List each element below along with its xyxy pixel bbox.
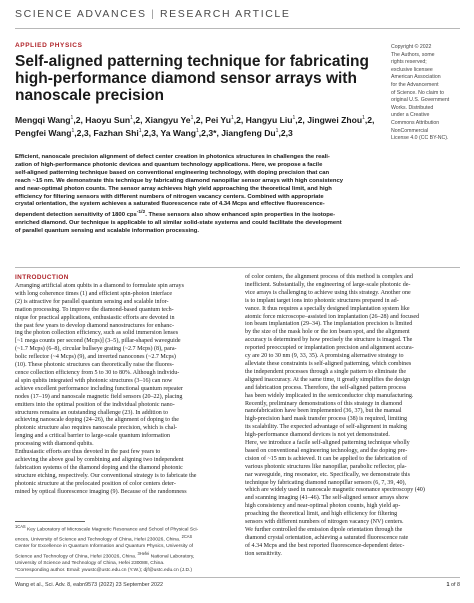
body-text-line: the past few years to develop diamond nanostructures for enhanc- xyxy=(15,322,175,329)
body-text-line: various photonic structures like nanopillar, parabolic reflector, pla- xyxy=(245,463,407,470)
body-text-line: and fabrication process. Therefore, the self-aligned pattern process xyxy=(245,384,407,391)
body-text-line: aligned inaccuracy. At the same time, it greatly simplifies the design xyxy=(245,376,411,383)
body-text-line: cision of ~15 nm is achieved. It can be applied to the fabrication of xyxy=(245,455,408,462)
body-text-line: ion beam implantation (29–34). The implantation precision is limited xyxy=(245,321,413,328)
body-text-line: bolic reflector (~4 Mcps) (9), and inverted nanocones (~2.7 Mcps) xyxy=(15,354,176,361)
body-text-line: tion sensitivity. xyxy=(245,550,282,557)
body-text-line: high-precision hard mask transfer process (38) is required, limiting xyxy=(245,416,408,423)
copyright-line: rights reserved; xyxy=(391,59,427,66)
body-text-line: lenging and a critical barrier to large-scale quantum information xyxy=(15,433,171,440)
footnote-line: Science and Technology of China, Hefei 230026, China. $^{3Hefei}$ National Laboratory, xyxy=(15,551,195,560)
footer-rule xyxy=(15,577,460,578)
body-text-line: structures remains an outstanding challenge (23). In addition to xyxy=(15,409,168,416)
journal-header xyxy=(15,8,290,20)
body-text-line: photonic structure at the prelocated position of color centers deter- xyxy=(15,480,176,487)
footnote-line: Center for Excellence in Quantum Information and Quantum Physics, University of xyxy=(15,544,194,550)
author-line: Pengfei Wang$^1$,2,3, Fazhan Shi$^1$,2,3, Ya Wang$^1$,2,3*, Jiangfeng Du$^1$,2,3 xyxy=(15,128,293,139)
author-line: Mengqi Wang$^1$,2, Haoyu Sun$^1$,2, Xiangyu Ye$^1$,2, Pei Yu$^1$,2, Hangyu Liu$^1$,2, Jingwei Zhou$^1$,2, xyxy=(15,114,375,125)
copyright-notice xyxy=(391,44,471,143)
body-text-line: high-performance diamond devices is not yet demonstrated. xyxy=(245,432,390,439)
abstract-line: reach ~15 nm. We demonstrate this technique by fabricating diamond nanopillar sensor arrays with high consistency xyxy=(15,177,344,184)
copyright-line: under a Creative xyxy=(391,112,430,119)
section-label: APPLIED PHYSICS xyxy=(15,42,83,49)
body-text-line: cence collection efficiency from 5 to 30 to 80%. Although individu- xyxy=(15,369,180,376)
body-text-line: which are widely used in nanoscale magnetic resonance spectroscopy (40) xyxy=(245,487,425,494)
body-text-line: fabrication systems of the diamond doping and the diamond photonic xyxy=(15,464,183,471)
body-text-line: (10). These photonic structures can theoretically raise the fluores- xyxy=(15,362,174,369)
page-total: of 8 xyxy=(451,582,460,588)
body-text-line: achieving nanoscale doping (24–26), the alignment of doping to the xyxy=(15,417,179,424)
body-text-line: structure etching, respectively. Our conventional strategy is to fabricate the xyxy=(15,472,197,479)
body-text-line: the independent processes through a single pattern to eliminate the xyxy=(245,368,407,375)
body-column-right xyxy=(245,274,461,559)
body-text-line: with long coherence times (1) and efficient spin-photon interface xyxy=(15,290,173,297)
body-text-line: alleviate these constraints is self-aligned patterning, which combines xyxy=(245,360,412,367)
body-text-line: is to implant target ions into photonic structures prepared in ad- xyxy=(245,297,399,304)
body-text-line: ing the photon collection efficiency, such as solid immersion lenses xyxy=(15,330,179,337)
body-text-line: its scalability. The expected advantage of self-alignment in making xyxy=(245,424,407,431)
citation-line: Wang et al., Sci. Adv. 8, eabn9573 (2022) 23 September 2022 xyxy=(15,582,164,588)
article-title: Self-aligned patterning technique for fabricating high-performance diamond sensor arrays with nanoscale precision xyxy=(15,53,369,104)
body-text-line: Here, we introduce a facile self-aligned patterning technique wholly xyxy=(245,440,410,447)
copyright-line: The Authors, some xyxy=(391,51,435,58)
footnote-line: *Corresponding author. Email: ywustc@ustc.edu.cn (Y.W.); djf@ustc.edu.cn (J.D.) xyxy=(15,567,193,573)
copyright-line: License 4.0 (CC BY-NC). xyxy=(391,135,449,142)
abstract xyxy=(15,154,387,236)
abstract-line: crystal orientation, the system achieves a saturated fluorescence rate of 4.34 Mcps and effective fluorescence- xyxy=(15,201,325,208)
body-text-line: diamond crystal orientation, achieving a saturated fluorescence rate xyxy=(245,534,409,541)
body-text-line: based on conventional engineering technology, and the doping pre- xyxy=(245,447,408,454)
page-current: 1 xyxy=(446,582,450,588)
copyright-line: NonCommercial xyxy=(391,127,429,134)
copyright-line: exclusive licensee xyxy=(391,66,433,73)
body-text-line: proaching the theoretical limit, and high efficiency for filtering xyxy=(245,511,398,518)
body-text-line: and scanning imaging (41–46). The self-aligned sensor arrays show xyxy=(245,495,409,502)
body-text-line: vice arrays is challenging to achieve using this strategy. Another one xyxy=(245,289,411,296)
author-list xyxy=(15,113,375,140)
body-text-line: by the size of the mask hole or the ion beam spot, and the alignment xyxy=(245,329,410,336)
copyright-line: original U.S. Government xyxy=(391,97,450,104)
body-text-line: has been widely implicated in the semiconductor chip manufacturing. xyxy=(245,392,414,399)
body-text-line: nar waveguide, ring resonator, etc. Specifically, we demonstrate this xyxy=(245,471,410,478)
journal-name: SCIENCE ADVANCES xyxy=(15,8,147,20)
footnote-rule xyxy=(15,521,85,522)
body-text-line: achieving the above goal by combining and aligning two independent xyxy=(15,456,184,463)
header-rule xyxy=(15,28,460,29)
body-text-line: Recently, preliminary demonstrations of this strategy in diamond xyxy=(245,400,403,407)
body-text-line: nodes (17–19) and nanoscale magnetic field sensors (20–22), placing xyxy=(15,393,183,400)
introduction-heading: INTRODUCTION xyxy=(15,274,69,281)
body-text-line: nique for practical applications, enthusiastic efforts are devoted in xyxy=(15,314,175,321)
header-separator: | xyxy=(151,8,156,20)
abstract-line: enriched diamond. Our technique is applicable to all similar solid-state systems and could facilitate the development xyxy=(15,220,342,227)
body-text-line: [~1 mega counts per second (Mcps)] (3–5), pillar-shaped waveguide xyxy=(15,338,181,345)
body-text-line: of 4.34 Mcps and the best reported fluorescence-dependent detec- xyxy=(245,542,405,549)
abstract-line: zation of high-performance photonic devices and quantum technology applications. Here, we propose a facile xyxy=(15,161,323,168)
body-text-line: cy are 20 to 30 nm (9, 33, 35). A promising alternative strategy to xyxy=(245,353,404,360)
body-text-line: vance. It thus requires a specially designed implantation system like xyxy=(245,305,410,312)
copyright-line: Works. Distributed xyxy=(391,104,434,111)
body-text-line: Arranging artificial atom qubits in a diamond to formulate spin arrays xyxy=(15,283,184,289)
body-text-line: atomic force microscope–assisted ion implantation (26–28) and focused xyxy=(245,313,420,320)
body-text-line: technique by fabricating diamond nanopillar sensors (6, 7, 39, 40), xyxy=(245,479,407,486)
body-text-line: We further controlled the emission dipole orientation through the xyxy=(245,527,403,533)
body-text-line: (2) is attractive for parallel quantum sensing and scalable infor- xyxy=(15,298,169,305)
body-text-line: mation processing. To improve the diamond-based quantum tech- xyxy=(15,306,174,313)
body-text-line: nanofabrication have been implemented (36, 37), but the manual xyxy=(245,408,402,415)
abstract-line: of parallel quantum sensing and scalable information processing. xyxy=(15,228,199,235)
body-text-line: processing with diamond qubits. xyxy=(15,441,94,448)
footnote-line: University of Science and Technology of China, Hefei 230088, China. xyxy=(15,561,165,567)
body-text-line: emitters into the optimal position of the individual photonic nano- xyxy=(15,401,175,408)
body-text-line: inefficient. Substantially, the engineering of large-scale photonic de- xyxy=(245,281,411,288)
body-text-line: mined by optical fluorescence imaging (9). Because of the randomness xyxy=(15,488,187,495)
copyright-line: for the Advancement xyxy=(391,81,439,88)
body-text-line: photonic structure also requires nanoscale precision, which is chal- xyxy=(15,425,178,432)
body-text-line: al spin qubits integrated with photonic structures (3–16) can now xyxy=(15,377,173,384)
article-type: RESEARCH ARTICLE xyxy=(160,8,291,20)
body-text-line: (~1.7 Mcps) (6–8), circular bullseye grating (~2.7 Mcps) (8), para- xyxy=(15,346,177,353)
copyright-line: of Science. No claim to xyxy=(391,89,445,96)
footnote-line: $^{1CAS}$ Key Laboratory of Microscale Magnetic Resonance and School of Physical Sci- xyxy=(15,524,199,533)
footnote-line: ences, University of Science and Technology of China, Hefei 230026, China. $^{2CAS}$ xyxy=(15,534,193,543)
abstract-line: dependent detection sensitivity of 1800 cps$^{-1/2}$. These sensors also show enhanced spin properties in the isotope- xyxy=(15,210,336,219)
abstract-line: and near-optimal photon counts. The sensor array achieves high yield approaching the theoretical limit, and high xyxy=(15,185,332,192)
copyright-line: Commons Attribution xyxy=(391,119,440,126)
body-text-line: sensors with different numbers of nitrogen vacancy (NV) centers. xyxy=(245,519,404,526)
affiliation-footnotes xyxy=(15,524,230,574)
abstract-line: Efficient, nanoscale precision alignment of defect center creation in photonics structures in challenges the reali- xyxy=(15,154,330,160)
body-text-line: high consistency and near-optimal photon counts, high yield ap- xyxy=(245,503,401,510)
body-text-line: reported preoccupied or implantation precision and alignment accura- xyxy=(245,345,414,352)
body-text-line: Enthusiastic efforts are thus devoted in the past few years to xyxy=(15,449,161,456)
body-text-line: achieve excellent performance including functional quantum repeater xyxy=(15,385,183,392)
abstract-line: self-aligned patterning technique based on conventional engineering technology, with doping precision that can xyxy=(15,169,330,176)
body-text-line: accuracy is determined by how precisely the structure is imaged. The xyxy=(245,337,413,344)
abstract-line: efficiency for filtering sensors with different numbers of nitrogen vacancy centers. Combined with appropriate xyxy=(15,193,324,200)
copyright-line: Copyright © 2022 xyxy=(391,44,432,50)
copyright-line: American Association xyxy=(391,74,441,81)
body-column-left xyxy=(15,283,230,496)
body-rule xyxy=(15,267,460,268)
page-number xyxy=(447,582,461,588)
body-text-line: of color centers, the alignment process of this method is complex and xyxy=(245,274,413,280)
